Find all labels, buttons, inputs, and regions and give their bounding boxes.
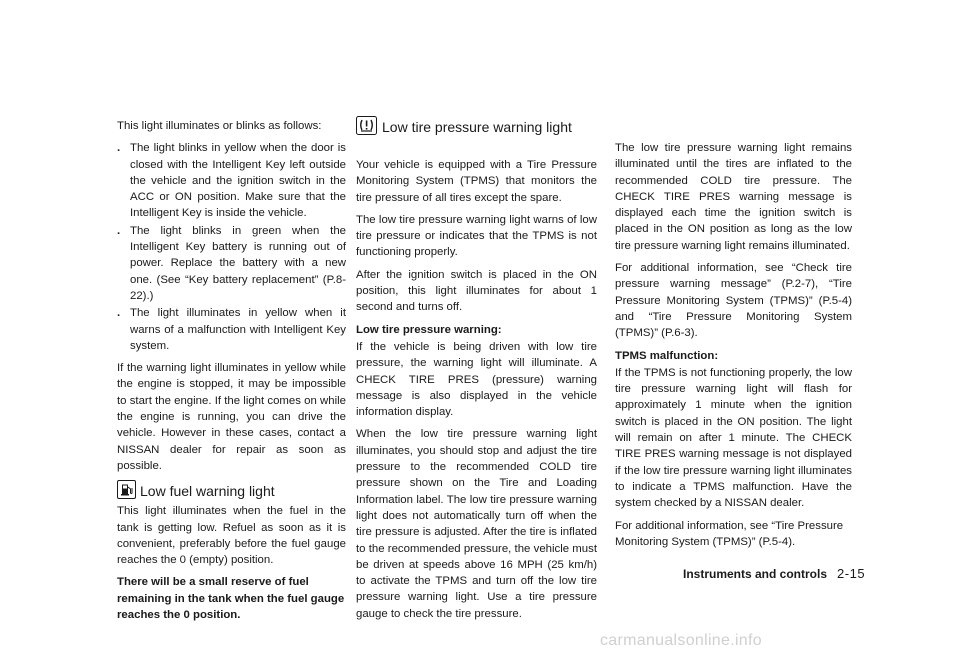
fuel-paragraph: This light illuminates when the fuel in the tank is getting low. Refuel as soon as it is convenient, preferably before the fuel gauge reaches the 0 (empty) position. xyxy=(117,505,346,567)
tire-paragraph-1: Your vehicle is equipped with a Tire Pressure Monitoring System (TPMS) that monitors the tire pressure of all tires except the spare. xyxy=(356,159,597,204)
tpms-malfunction-subheading: TPMS malfunction: xyxy=(615,349,719,362)
bullet-dot: . xyxy=(117,224,121,237)
list-item xyxy=(117,140,346,221)
list-item xyxy=(117,223,346,304)
footer-section-name: Instruments and controls xyxy=(683,567,828,581)
tire-section-heading xyxy=(356,116,572,135)
fuel-bold-note: There will be a small reserve of fuel remaining in the tank when the fuel gauge reaches the 0 position. xyxy=(117,576,345,622)
watermark: carmanualsonline.info xyxy=(600,632,762,649)
bullet-text: The light blinks in green when the Intelligent Key battery is running out of power. Replace the battery with a new one. (See “Key battery replacement” (P.8-22).) xyxy=(130,224,346,302)
bullet-dot: . xyxy=(117,307,121,320)
right-paragraph-2: For additional information, see “Check tire pressure warning message” (P.2-7), “Tire Pressure Monitoring System (TPMS)” (P.5-4) and “Tire Pressure Monitoring System (TPMS)” (P.6-3). xyxy=(615,262,852,340)
fuel-pump-icon xyxy=(117,480,136,499)
column-left xyxy=(117,118,346,629)
tire-paragraph-5: When the low tire pressure warning light illuminates, you should stop and adjust the tire pressure to the recommended COLD tire pressure shown on the Tire and Loading Information label. The low tire pressure warning light does not automatically turn off when the tire pressure is adjusted. After the tire is inflated to the recommended pressure, the vehicle must be driven at speeds above 16 MPH (25 km/h) to activate the TPMS and turn off the low tire pressure warning light. Use a tire pressure gauge to check the tire pressure. xyxy=(356,428,597,620)
bullet-list xyxy=(117,140,346,354)
tire-section-title: Low tire pressure warning light xyxy=(382,119,572,135)
tire-paragraph-4: If the vehicle is being driven with low tire pressure, the warning light will illuminate. A CHECK TIRE PRES (pressure) warning message is also displayed in the vehicle information display. xyxy=(356,340,597,419)
bullet-text: The light blinks in yellow when the door is closed with the Intelligent Key left outside the vehicle and the ignition switch in the ACC or ON position. Make sure that the Intelligent Key is inside the vehicle. xyxy=(130,142,346,220)
right-paragraph-3: If the TPMS is not functioning properly, the low tire pressure warning light will flash for approximately 1 minute when the ignition switch is placed in the ON position. The light will remain on after 1 minute. The CHECK TIRE PRES warning message is not displayed if the low tire pressure warning light illuminates to indicate a TPMS malfunction. Have the system checked by a NISSAN dealer. xyxy=(615,366,852,510)
bullet-dot: . xyxy=(117,142,121,155)
right-paragraph-4: For additional information, see “Tire Pressure Monitoring System (TPMS)” (P.5-4). xyxy=(615,519,844,548)
fuel-section-heading xyxy=(117,480,346,499)
tire-paragraph-2: The low tire pressure warning light warns of low tire pressure or indicates that the TPMS is not functioning properly. xyxy=(356,213,597,259)
intro-text: This light illuminates or blinks as follows: xyxy=(117,120,322,132)
list-item xyxy=(117,305,346,354)
low-pressure-subheading: Low tire pressure warning: xyxy=(356,323,502,336)
page-number: 2-15 xyxy=(837,566,866,581)
page-footer xyxy=(683,566,865,581)
column-right xyxy=(615,140,852,556)
warning-paragraph: If the warning light illuminates in yellow while the engine is stopped, it may be impossible to start the engine. If the light comes on while the engine is running, you can drive the vehicle. However in these cases, contact a NISSAN dealer for repair as soon as possible. xyxy=(117,362,346,472)
tire-paragraph-3: After the ignition switch is placed in the ON position, this light illuminates for about 1 second and turns off. xyxy=(356,268,597,314)
bullet-text: The light illuminates in yellow when it warns of a malfunction with Intelligent Key system. xyxy=(130,307,346,352)
column-middle xyxy=(356,157,597,628)
tire-pressure-warning-icon xyxy=(356,116,377,135)
fuel-section-title: Low fuel warning light xyxy=(140,483,275,500)
right-paragraph-1: The low tire pressure warning light remains illuminated until the tires are inflated to the recommended COLD tire pressure. The CHECK TIRE PRES warning message is displayed each time the ignition switch is placed in the ON position as long as the low tire pressure warning light remains illuminated. xyxy=(615,142,852,252)
